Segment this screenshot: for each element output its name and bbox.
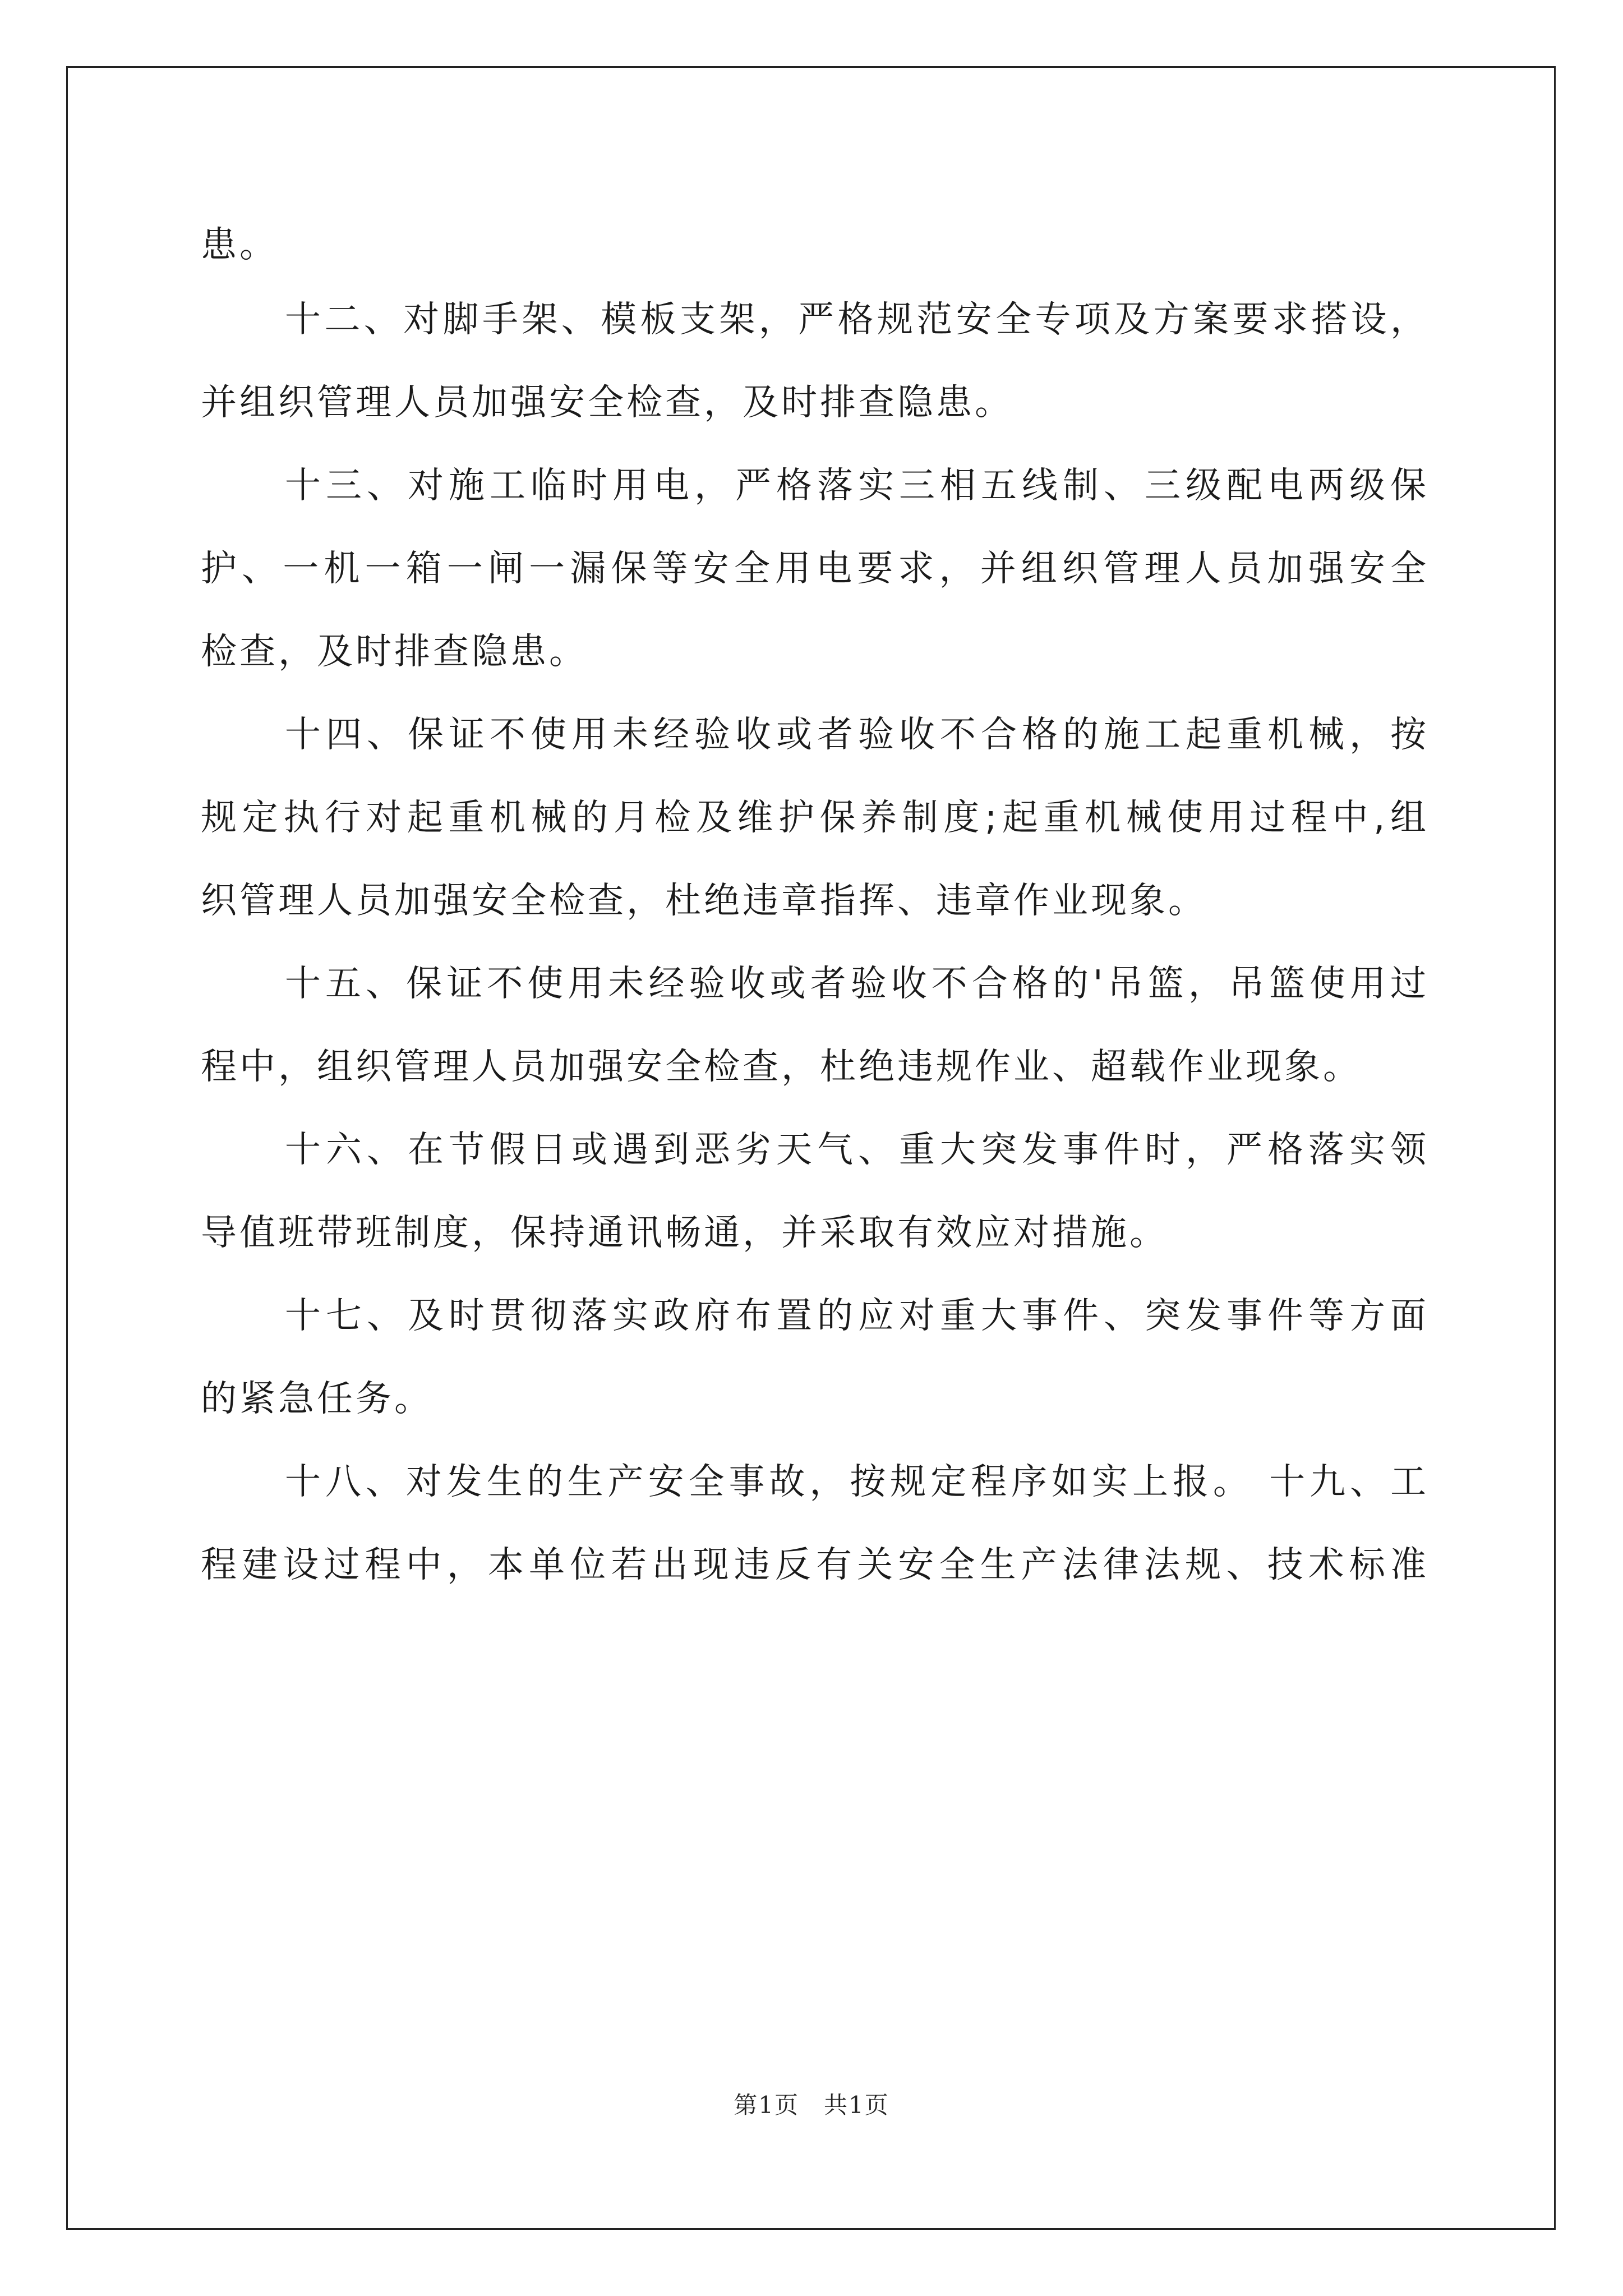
paragraph-18-line-1: 十八、对发生的生产安全事故，按规定程序如实上报。 十九、工 xyxy=(285,1461,1429,1503)
paragraph-13-line-2: 护、一机一箱一闸一漏保等安全用电要求，并组织管理人员加强安全 xyxy=(201,548,1429,590)
paragraph-14-line-1: 十四、保证不使用未经验收或者验收不合格的施工起重机械，按 xyxy=(285,714,1429,756)
paragraph-17-line-2: 的紧急任务。 xyxy=(201,1378,433,1420)
paragraph-16-line-1: 十六、在节假日或遇到恶劣天气、重大突发事件时，严格落实领 xyxy=(285,1129,1429,1171)
paragraph-17-line-1: 十七、及时贯彻落实政府布置的应对重大事件、突发事件等方面 xyxy=(285,1295,1429,1337)
paragraph-12-line-1: 十二、对脚手架、模板支架，严格规范安全专项及方案要求搭设， xyxy=(285,299,1429,341)
page-footer: 第1页 共1页 xyxy=(734,2091,889,2119)
paragraph-14-line-3: 织管理人员加强安全检查，杜绝违章指挥、违章作业现象。 xyxy=(201,880,1207,922)
text-line: 患。 xyxy=(201,224,278,266)
paragraph-15-line-1: 十五、保证不使用未经验收或者验收不合格的'吊篮，吊篮使用过 xyxy=(285,963,1429,1005)
paragraph-13-line-3: 检查，及时排查隐患。 xyxy=(201,631,588,673)
paragraph-14-line-2: 规定执行对起重机械的月检及维护保养制度;起重机械使用过程中,组 xyxy=(201,797,1429,839)
paragraph-19-line-1: 程建设过程中，本单位若出现违反有关安全生产法律法规、技术标准 xyxy=(201,1544,1429,1586)
paragraph-16-line-2: 导值班带班制度，保持通讯畅通，并采取有效应对措施。 xyxy=(201,1212,1168,1254)
paragraph-13-line-1: 十三、对施工临时用电，严格落实三相五线制、三级配电两级保 xyxy=(285,465,1429,507)
paragraph-15-line-2: 程中，组织管理人员加强安全检查，杜绝违规作业、超载作业现象。 xyxy=(201,1046,1362,1088)
paragraph-12-line-2: 并组织管理人员加强安全检查，及时排查隐患。 xyxy=(201,382,1013,424)
document-body xyxy=(201,212,1429,1607)
